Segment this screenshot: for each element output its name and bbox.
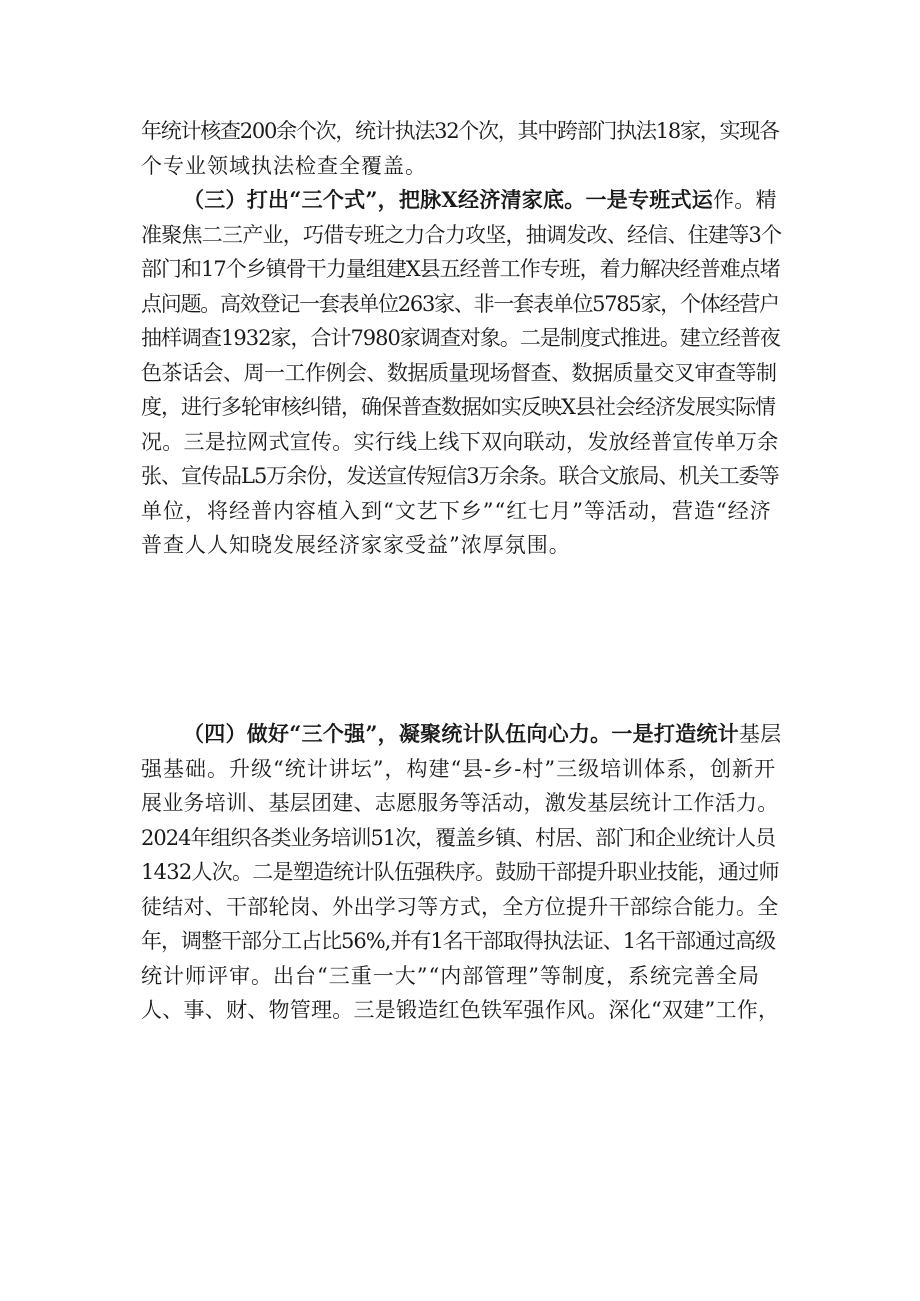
text-line: 年统计核查200余个次，统计执法32个次，其中跨部门执法18家，实现各	[141, 119, 779, 143]
section-heading-three: （三）打出“三个式”，把脉X经济清家底。一是专班式运	[183, 187, 713, 212]
text-line: 点问题。高效登记一套表单位263家、非一套表单位5785家，个体经营户	[141, 291, 779, 316]
heading-tail-text: 作。精	[712, 188, 777, 212]
text-line: 张、宣传品L5万余份，发送宣传短信3万余条。联合文旅局、机关工委等	[141, 464, 779, 488]
paragraph-three-styles	[141, 183, 781, 563]
text-line: 况。三是拉网式宣传。实行线上线下双向联动，发放经普宣传单万余	[141, 429, 779, 454]
text-line: 2024年组织各类业务培训51次，覆盖乡镇、村居、部门和企业统计人员	[141, 825, 776, 850]
paragraph-heading-line	[141, 183, 781, 218]
text-line: 个专业领域执法检查全覆盖。	[141, 153, 427, 178]
text-line: 部门和17个乡镇骨干力量组建X县五经普工作专班，着力解决经普难点堵	[141, 257, 780, 281]
text-line: 1432人次。二是塑造统计队伍强秩序。鼓励干部提升职业技能，通过师	[141, 860, 779, 884]
paragraph-heading-line	[141, 717, 781, 752]
paragraph-statistics-inspection	[141, 114, 781, 183]
text-line: 徒结对、干部轮岗、外出学习等方式，全方位提升干部综合能力。全	[141, 894, 779, 919]
text-line: 统计师评审。出台“三重一大”“内部管理”等制度，系统完善全局	[141, 963, 760, 988]
text-line: 抽样调查1932家，合计7980家调查对象。二是制度式推进。建立经普夜	[141, 326, 780, 350]
text-line: 准聚焦二三产业，巧借专班之力合力攻坚，抽调发改、经信、住建等3个	[141, 222, 782, 247]
text-line: 年，调整干部分工占比56%,并有1名干部取得执法证、1名干部通过高级	[141, 929, 776, 953]
heading-tail-text: 基层	[738, 722, 782, 746]
text-line: 强基础。升级“统计讲坛”，构建“县-乡-村”三级培训体系，创新开	[141, 756, 777, 781]
text-line: 人、事、财、物管理。三是锻造红色铁军强作风。深化“双建”工作，	[141, 998, 780, 1022]
text-line: 普查人人知晓发展经济家家受益”浓厚氛围。	[141, 533, 571, 557]
section-heading-four: （四）做好“三个强”，凝聚统计队伍向心力。一是打造统计	[183, 721, 739, 746]
text-line: 单位，将经普内容植入到“文艺下乡”“红七月”等活动，营造“经济	[141, 498, 772, 523]
text-line: 色茶话会、周一工作例会、数据质量现场督查、数据质量交叉审查等制	[141, 360, 777, 385]
paragraph-three-strengths	[141, 717, 781, 1028]
text-line: 度，进行多轮审核纠错，确保普查数据如实反映X县社会经济发展实际情	[141, 395, 775, 419]
text-line: 展业务培训、基层团建、志愿服务等活动，激发基层统计工作活力。	[141, 791, 779, 815]
